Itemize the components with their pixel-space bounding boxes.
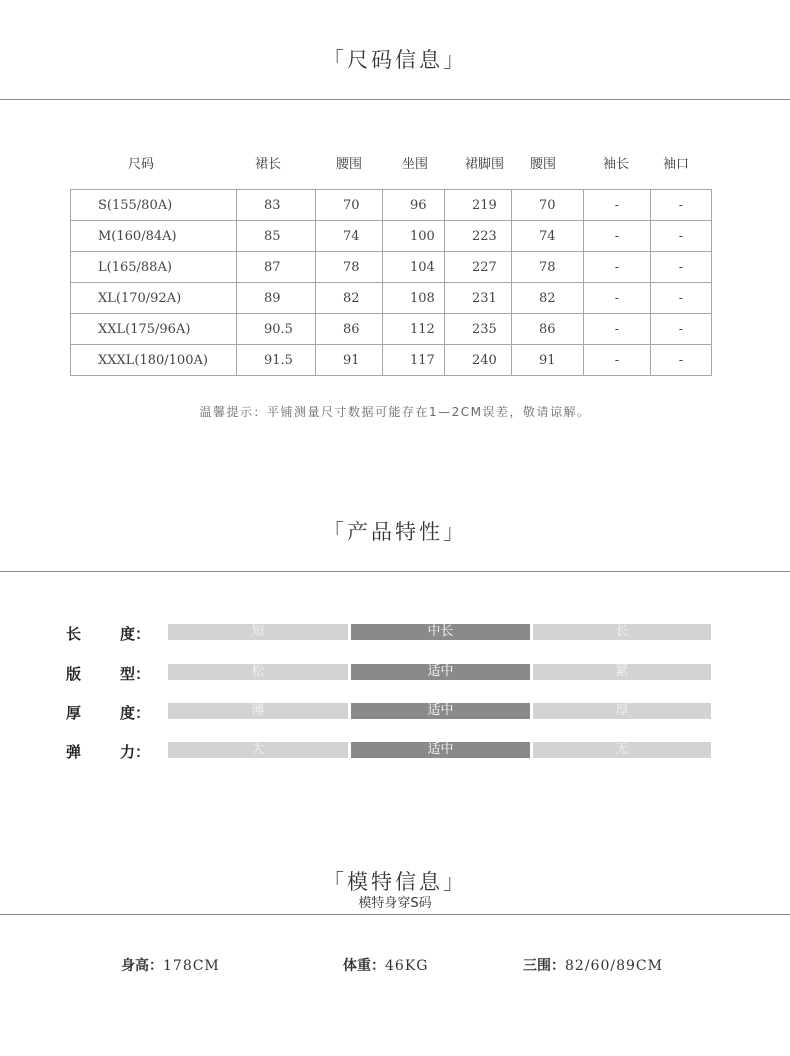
table-row xyxy=(71,252,712,283)
table-cell: - xyxy=(651,283,712,314)
height-label: 身高： xyxy=(121,958,163,974)
table-cell: 219 xyxy=(445,190,512,221)
size-cell: XXXL(180/100A) xyxy=(71,345,237,376)
weight-value: 46KG xyxy=(385,958,429,974)
header-waist: 腰围 xyxy=(336,157,363,172)
feature-option: 无 xyxy=(533,742,711,758)
model-height xyxy=(121,955,220,975)
table-cell: - xyxy=(584,190,651,221)
size-table xyxy=(70,189,712,376)
header-cuff: 袖口 xyxy=(663,157,690,172)
table-cell: 83 xyxy=(237,190,316,221)
table-cell: - xyxy=(651,314,712,345)
table-row xyxy=(71,190,712,221)
table-cell: - xyxy=(584,221,651,252)
table-cell: 86 xyxy=(512,314,584,345)
feature-option-selected: 中长 xyxy=(351,624,530,640)
table-cell: 100 xyxy=(383,221,445,252)
size-cell: L(165/88A) xyxy=(71,252,237,283)
table-row xyxy=(71,221,712,252)
height-value: 178CM xyxy=(163,958,220,974)
header-size: 尺码 xyxy=(128,157,155,172)
size-cell: XXL(175/96A) xyxy=(71,314,237,345)
table-row xyxy=(71,345,712,376)
table-cell: 87 xyxy=(237,252,316,283)
table-cell: 74 xyxy=(316,221,383,252)
model-section-divider xyxy=(0,914,790,915)
size-cell: XL(170/92A) xyxy=(71,283,237,314)
table-cell: - xyxy=(584,345,651,376)
header-waist-2: 腰围 xyxy=(530,157,557,172)
feature-option: 长 xyxy=(533,624,711,640)
header-sleeve-length: 袖长 xyxy=(603,157,630,172)
table-cell: 89 xyxy=(237,283,316,314)
table-cell: - xyxy=(584,314,651,345)
table-cell: 86 xyxy=(316,314,383,345)
feature-option: 大 xyxy=(168,742,348,758)
table-cell: 85 xyxy=(237,221,316,252)
size-section-title: 「尺码信息」 xyxy=(323,48,467,72)
table-cell: - xyxy=(651,252,712,283)
feature-label-first: 弹 xyxy=(66,743,82,761)
table-row xyxy=(71,314,712,345)
table-cell: 91.5 xyxy=(237,345,316,376)
measurement-note: 温馨提示：平铺测量尺寸数据可能存在1—2CM误差，敬请谅解。 xyxy=(199,405,591,419)
table-cell: 112 xyxy=(383,314,445,345)
table-cell: - xyxy=(584,283,651,314)
model-measurements xyxy=(523,955,663,975)
feature-section-title: 「产品特性」 xyxy=(323,520,467,544)
table-cell: 78 xyxy=(316,252,383,283)
feature-label-second: 度： xyxy=(120,704,151,722)
table-cell: 96 xyxy=(383,190,445,221)
table-cell: 223 xyxy=(445,221,512,252)
measure-value: 82/60/89CM xyxy=(565,958,663,974)
model-section-title: 「模特信息」 xyxy=(323,870,467,894)
header-skirt-length: 裙长 xyxy=(255,157,282,172)
table-cell: - xyxy=(651,190,712,221)
table-cell: 90.5 xyxy=(237,314,316,345)
table-cell: 235 xyxy=(445,314,512,345)
table-row xyxy=(71,283,712,314)
feature-label-second: 型： xyxy=(120,665,151,683)
feature-option: 短 xyxy=(168,624,348,640)
model-subtitle: 模特身穿S码 xyxy=(358,896,432,911)
table-cell: 240 xyxy=(445,345,512,376)
table-cell: 82 xyxy=(316,283,383,314)
table-cell: 82 xyxy=(512,283,584,314)
size-cell: M(160/84A) xyxy=(71,221,237,252)
header-hip: 坐围 xyxy=(402,157,429,172)
weight-label: 体重： xyxy=(343,958,385,974)
feature-option-selected: 适中 xyxy=(351,703,530,719)
table-cell: 91 xyxy=(512,345,584,376)
table-cell: - xyxy=(651,221,712,252)
table-cell: 108 xyxy=(383,283,445,314)
table-cell: 70 xyxy=(512,190,584,221)
model-weight xyxy=(343,955,428,975)
table-cell: - xyxy=(651,345,712,376)
table-cell: 74 xyxy=(512,221,584,252)
feature-option-selected: 适中 xyxy=(351,664,530,680)
table-cell: 117 xyxy=(383,345,445,376)
feature-option-selected: 适中 xyxy=(351,742,530,758)
size-section-divider xyxy=(0,99,790,100)
feature-label-first: 版 xyxy=(66,665,82,683)
feature-label-first: 厚 xyxy=(66,704,82,722)
table-cell: - xyxy=(584,252,651,283)
feature-label-second: 力： xyxy=(120,743,151,761)
header-hem: 裙脚围 xyxy=(465,157,505,172)
feature-option: 松 xyxy=(168,664,348,680)
feature-label-second: 度： xyxy=(120,625,151,643)
table-cell: 227 xyxy=(445,252,512,283)
table-cell: 91 xyxy=(316,345,383,376)
table-cell: 231 xyxy=(445,283,512,314)
feature-option: 厚 xyxy=(533,703,711,719)
size-cell: S(155/80A) xyxy=(71,190,237,221)
feature-option: 紧 xyxy=(533,664,711,680)
table-cell: 78 xyxy=(512,252,584,283)
measure-label: 三围： xyxy=(523,958,565,974)
feature-section-divider xyxy=(0,571,790,572)
table-cell: 104 xyxy=(383,252,445,283)
feature-option: 薄 xyxy=(168,703,348,719)
feature-label-first: 长 xyxy=(66,625,82,643)
table-cell: 70 xyxy=(316,190,383,221)
